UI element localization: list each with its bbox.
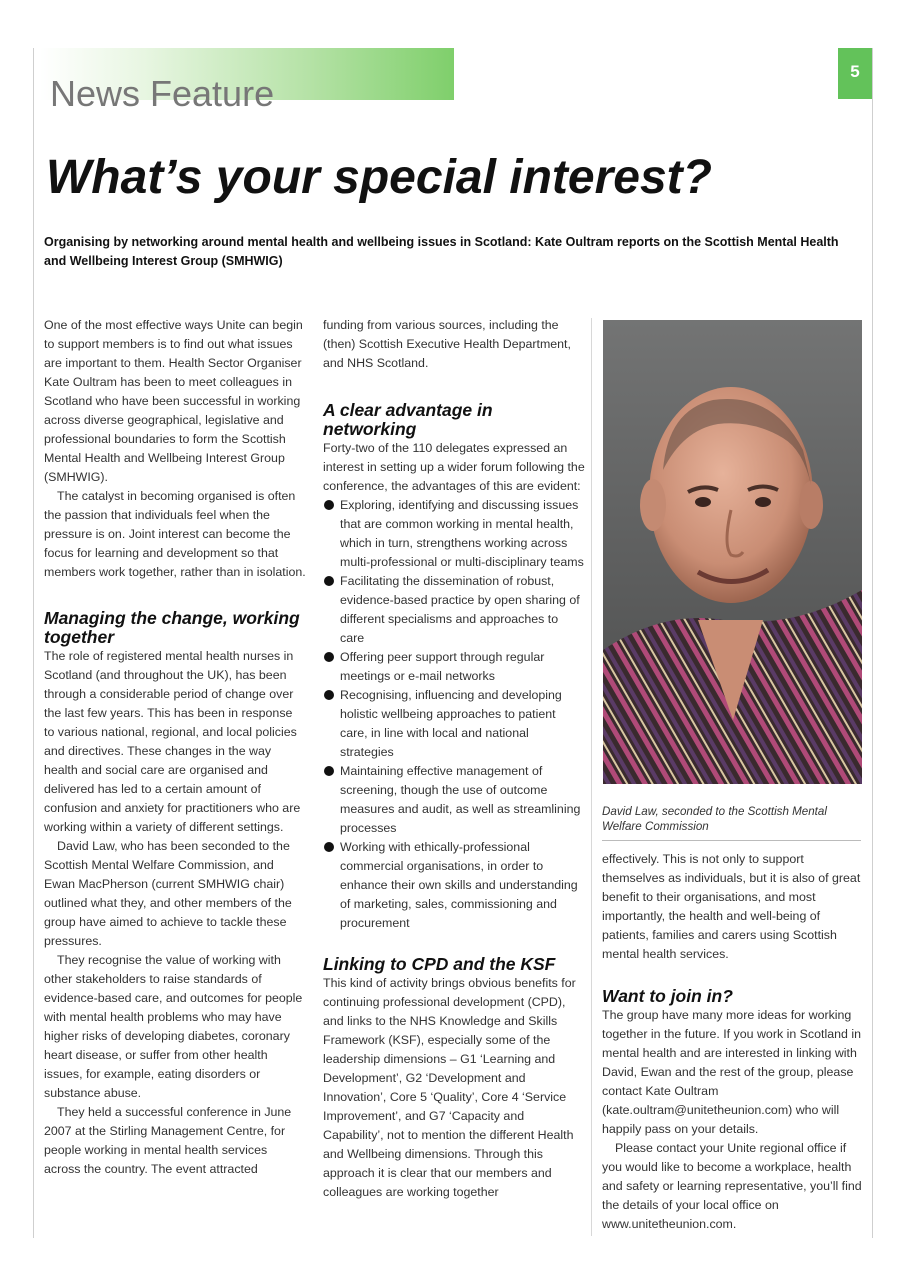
paragraph: funding from various sources, including the (then) Scottish Executive Health Department, and NHS Scotland. [323,318,571,370]
bullet-dot-icon [324,576,334,586]
bullet-dot-icon [324,766,334,776]
portrait-illustration [603,320,862,784]
paragraph: Forty-two of the 110 delegates expressed an interest in setting up a wider forum following the conference, the advantages of this are evident: [323,441,585,493]
paragraph: effectively. This is not only to support themselves as individuals, but it is also of great benefit to their organisations, and most importantly, the health and well-being of patients, families and carers using Scottish mental health services. [602,852,861,961]
paragraph: The role of registered mental health nurses in Scotland (and throughout the UK), has been through a considerable period of change over the last few years. This has been in response to various national, regional, and local policies and directives. These changes in the way health and social care are organised and delivered has led to a certain amount of confusion and anxiety for practitioners who are working within a variety of different settings. [44,649,301,834]
bullet-dot-icon [324,500,334,510]
article-column-1 [44,316,306,1179]
paragraph: The catalyst in becoming organised is often the passion that individuals feel when the pressure is on. Joint interest can become the focus for learning and development so that members work together, rather than in isolation. [44,489,306,579]
list-item [323,648,585,686]
paragraph: This kind of activity brings obvious benefits for continuing professional development (CPD), and links to the NHS Knowledge and Skills Framework (KSF), especially some of the leadership dimensions – G1 ‘Learning and Development’, G2 ‘Development and Innovation’, Core 5 ‘Quality’, Core 4 ‘Service Improvement’, and G7 ‘Capacity and Capability’, not to mention the different Health and Wellbeing dimensions. Through this approach it is clear that our members and colleagues are working together [323,976,576,1199]
subheading-want-to-join: Want to join in? [602,986,733,1006]
bullet-dot-icon [324,690,334,700]
subheading-cpd-ksf: Linking to CPD and the KSF [323,954,556,974]
list-item-text: Maintaining effective management of screening, though the use of outcome measures and audit, as well as streamlining processes [340,764,581,835]
photo-caption: David Law, seconded to the Scottish Mental Welfare Commission [602,805,827,833]
paragraph: They held a successful conference in June 2007 at the Stirling Management Centre, for people working in mental health services across the country. The event attracted [44,1105,292,1176]
list-item [323,762,585,838]
article-column-2 [323,316,585,1202]
paragraph: The group have many more ideas for working together in the future. If you work in Scotland in mental health and are interested in linking with David, Ewan and the rest of the group, please contact Kate Oultram (kate.oultram@unitetheunion.com) who will happily pass on your details. [602,1008,861,1136]
page-number: 5 [850,62,860,81]
subheading-managing-change: Managing the change, working together [44,608,300,647]
portrait-photo [603,320,862,784]
page-number-box [838,48,872,99]
caption-divider [602,840,861,841]
column-divider [591,318,592,1236]
article-standfirst: Organising by networking around mental health and wellbeing issues in Scotland: Kate Oultram reports on the Scottish Mental Health and Wellbeing Interest Group (SMHWIG) [44,235,839,268]
section-label: News Feature [50,73,275,114]
list-item [323,572,585,648]
article-title: What’s your special interest? [46,151,712,204]
list-item [323,496,585,572]
list-item-text: Working with ethically-professional commercial organisations, in order to enhance their own skills and understanding of marketing, sales, commissioning and procurement [340,840,578,930]
paragraph: Please contact your Unite regional office if you would like to become a workplace, health and safety or learning representative, you’ll find the details of your local office on www.unitetheunion.com. [602,1141,862,1231]
list-item-text: Offering peer support through regular meetings or e-mail networks [340,650,545,683]
advantages-list [323,496,585,933]
bullet-dot-icon [324,652,334,662]
subheading-clear-advantage: A clear advantage in networking [323,400,493,439]
list-item-text: Facilitating the dissemination of robust, evidence-based practice by open sharing of different specialisms and approaches to care [340,574,580,645]
paragraph: David Law, who has been seconded to the Scottish Mental Welfare Commission, and Ewan MacPherson (current SMHWIG chair) outlined what they, and other members of the group have aimed to achieve to tackle these pressures. [44,839,292,948]
paragraph: One of the most effective ways Unite can begin to support members is to find out what issues are important to them. Health Sector Organiser Kate Oultram has been to meet colleagues in Scotland who have been successful in working across diverse geographical, legislative and professional boundaries to form the Scottish Mental Health and Wellbeing Interest Group (SMHWIG). [44,318,303,484]
list-item-text: Exploring, identifying and discussing issues that are common working in mental health, which in turn, strengthens working across multi-professional or multi-disciplinary teams [340,498,584,569]
list-item [323,686,585,762]
paragraph: They recognise the value of working with other stakeholders to raise standards of evidence-based care, and outcomes for people with mental health problems who may have higher risks of developing diabetes, coronary heart disease, or suffer from other health issues, for example, eating disorders or substance abuse. [44,953,303,1100]
list-item [323,838,585,933]
list-item-text: Recognising, influencing and developing holistic wellbeing approaches to patient care, in line with local and national strategies [340,688,562,759]
article-column-3 [602,850,864,1234]
bullet-dot-icon [324,842,334,852]
